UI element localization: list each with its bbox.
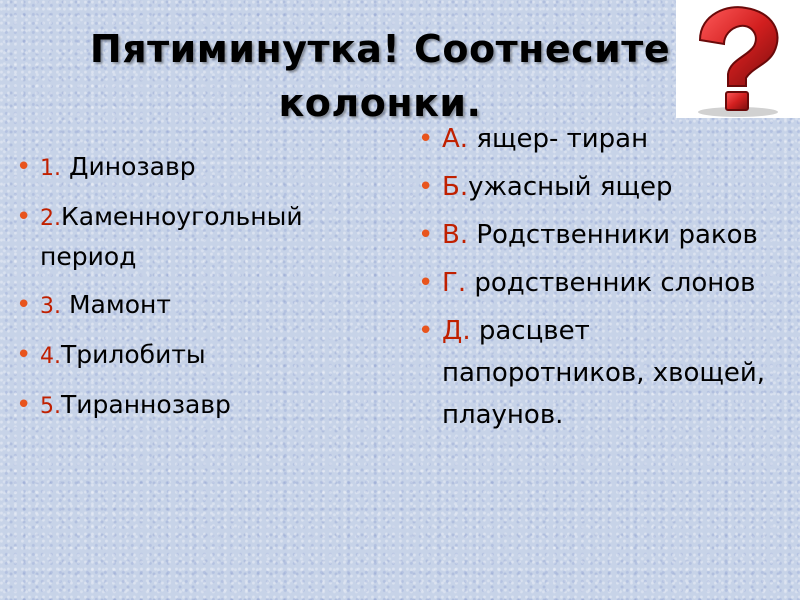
item-text: Динозавр bbox=[61, 152, 196, 181]
bullet: • bbox=[418, 220, 434, 250]
bullet: • bbox=[16, 202, 32, 232]
list-item bbox=[16, 386, 406, 426]
item-text: Родственники раков bbox=[468, 220, 758, 250]
bullet: • bbox=[418, 172, 434, 202]
item-letter: В. bbox=[442, 220, 469, 250]
item-text: Трилобиты bbox=[61, 340, 206, 369]
left-column-list bbox=[16, 148, 406, 436]
right-column-list bbox=[418, 118, 788, 442]
list-item bbox=[16, 336, 406, 376]
item-letter: А. bbox=[442, 124, 469, 154]
item-text: Тираннозавр bbox=[61, 390, 231, 419]
bullet: • bbox=[418, 316, 434, 346]
slide-title: Пятиминутка! Соотнесите колонки. bbox=[89, 27, 671, 125]
item-text: ящер- тиран bbox=[468, 124, 649, 154]
list-item bbox=[418, 310, 788, 436]
item-number: 3. bbox=[40, 294, 61, 319]
item-number: 1. bbox=[40, 156, 61, 181]
bullet: • bbox=[16, 152, 32, 182]
item-number: 2. bbox=[40, 206, 61, 231]
list-item bbox=[16, 286, 406, 326]
item-text: Каменноугольный период bbox=[40, 202, 303, 271]
bullet: • bbox=[418, 268, 434, 298]
question-mark-icon bbox=[676, 0, 800, 118]
list-item bbox=[418, 118, 788, 160]
item-text: родственник слонов bbox=[466, 268, 756, 298]
bullet: • bbox=[16, 390, 32, 420]
item-text: Мамонт bbox=[61, 290, 171, 319]
list-item bbox=[16, 148, 406, 188]
item-text: ужасный ящер bbox=[468, 172, 673, 202]
list-item bbox=[418, 262, 788, 304]
item-number: 5. bbox=[40, 394, 61, 419]
bullet: • bbox=[418, 124, 434, 154]
bullet: • bbox=[16, 290, 32, 320]
bullet: • bbox=[16, 340, 32, 370]
item-letter: Г. bbox=[442, 268, 467, 298]
list-item bbox=[16, 198, 406, 276]
item-number: 4. bbox=[40, 344, 61, 369]
list-item bbox=[418, 166, 788, 208]
list-item bbox=[418, 214, 788, 256]
item-text: расцвет папоротников, хвощей, плаунов. bbox=[442, 316, 766, 430]
item-letter: Б. bbox=[442, 172, 469, 202]
item-letter: Д. bbox=[442, 316, 471, 346]
